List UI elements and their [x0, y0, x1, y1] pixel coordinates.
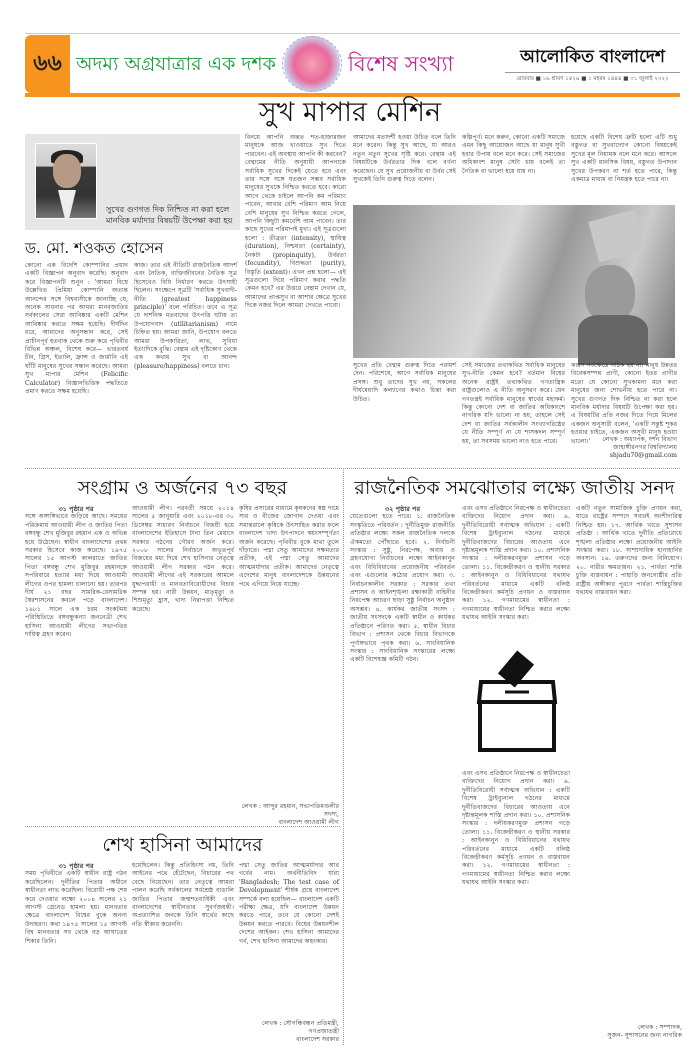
date-line: রোববার ■ ১৬ শ্রাবণ ১৪২৯ ■ ১ মহরম ১৪৪৪ ■ ৩১ জুলাই ২০২২ — [516, 75, 669, 82]
article-2-column-3: কৃষির প্রসারের মাধ্যমে কৃষকদের স্বল্প দামে সার ও বীজের জোগান দেওয়া এবং সমান্তরালে কৃষিকে উৎসাহিত করার ফলে বাংলাদেশ খাদ্য উৎপাদনে স্বয়ংসম্পূর্ণতা অর্জন করেছে। পৃথিবীর বুকে মাথা তুলে দাঁড়াতে। পদ্মা সেতু আমাদের সক্ষমতার প্রতীক, এই পদ্মা সেতু আমাদের আত্মমর্যাদার প্রতীক। আমাদের নেতৃত্বে এদেশের মানুষ বাংলাদেশকে উন্নয়নের পথে এগিয়ে নিয়ে যাচ্ছে। — [239, 505, 339, 588]
byline-line: বাংলাদেশ আওয়ামী লীগ — [278, 819, 339, 826]
article-4-byline — [239, 1020, 339, 1044]
continued-label: ৩১ পৃষ্ঠার পর — [58, 862, 94, 870]
masthead-block — [505, 46, 680, 83]
column-divider — [343, 470, 344, 1045]
lead-headline: সুখ মাপার মেশিন — [258, 97, 442, 128]
byline-line: লেখক : সৌগন্ধিবন্ধন প্রতিমন্ত্রী, গণপ্রজাতন্ত্রী — [261, 1020, 339, 1035]
anniversary-logo — [282, 36, 342, 92]
series-title: অদম্য অগ্রযাত্রার এক দশক — [76, 53, 276, 75]
child-with-flag-photo — [353, 205, 675, 358]
column-text: যেতেগুলো হতে পারে। ১. রাজনৈতিক সংস্কৃতিতে পরিবর্তন : দুর্নীতিমুক্ত রাজনীতি প্রতিষ্ঠার লক্ষ্যে সকল রাজনৈতিক দলকে ঐকমত্যে পৌঁছাতে হবে। ২. নির্বাচনী সংস্কার : সুষ্ঠু, নিরপেক্ষ, অবাধ ও গ্রহণযোগ্য নির্বাচনের লক্ষ্যে আইনকানুন এবং বিধিবিধানের প্রয়োজনীয় পরিবর্তন এবং এগুলোর কঠোর প্রয়োগ করা। ৩. নির্বাচনকালীন সরকার : সরকার তথা প্রশাসন ও আইনশৃঙ্খলা রক্ষাকারী বাহিনীর নিরপেক্ষ আচরণ ছাড়া সুষ্ঠু নির্বাচন অনুষ্ঠান অসম্ভব। ৪. কার্যকর জাতীয় সংসদ : জাতীয় সংসদকে একটি স্বাধীন ও কার্যকর প্রতিষ্ঠানে পরিণত করা। ৫. স্বাধীন বিচার বিভাগ : প্রশাসন থেকে বিচার বিভাগকে পূর্ণাঙ্গভাবে পৃথক করা। ৬. সাংবিধানিক সংস্কার : সাংবিধানিক সংস্কারের লক্ষ্যে একটি বিশেষজ্ঞ কমিটি গঠন। — [350, 513, 455, 664]
article-3-headline: রাজনৈতিক সমঝোতার লক্ষ্যে জাতীয় সনদ — [354, 477, 675, 499]
article-3-column-2b: এবং এসব প্রতিষ্ঠানে নিরপেক্ষ ও স্বাধীনচেতা ব্যক্তিদের নিয়োগ প্রদান করা। ৯. দুর্নীতিবিরোধী সর্বাত্মক অভিযান : একটি বিশেষ ট্রাইব্যুনাল গঠনের মাধ্যমে দুর্নীতিবাজদের বিচারের আওতায় এনে দৃষ্টান্তমূলক শাস্তি প্রদান করা। ১০. প্রশাসনিক সংস্কার : দলীয়করণমুক্ত প্রশাসন গড়ে তোলা। ১১. বিকেন্দ্রীকরণ ও স্থানীয় সরকার : আইনকানুন ও বিধিবিধানের যথাযথ পরিবর্তনের মাধ্যমে একটি বলিষ্ঠ বিকেন্দ্রীকরণ কর্মসূচি প্রণয়ন ও বাস্তবায়ন করা। ১২. গণমাধ্যমের স্বাধীনতা : গণমাধ্যমের স্বাধীনতা নিশ্চিত করার লক্ষ্যে যথাযথ আইনি সংস্কার করা। — [462, 770, 570, 887]
lead-column-8: সেই সমাজের তথাকথিত সর্বাধিক মানুষের সুখ-নীতি কেমন হবে? বর্তমান বিশ্বের অনেক রাষ্ট্রই তথাকথিত গণতান্ত্রিক রাষ্ট্রগুলোও এ নীতি অনুসরণ করে। যেন গণতন্ত্রই সর্বাধিক মানুষের স্বার্থের মহাকর্ম। কিন্তু কোনো দেশ বা জাতির অধিকাংশে নাগরিক যদি ভালো না হয়, তাহলে সেই দেশ বা জাতির সর্বকালীন সংখ্যাগরিষ্ঠের যে নীতি সম্পূর্ণ না যে শাসকদল সম্পূর্ণ হয়, তা সবসময় ভালো নাও হতে পারে। — [462, 362, 565, 445]
column-text: সঙ্গে অঙ্গাঙ্গিভাবে জড়িয়ে আছে। সময়ের পরিক্রমায় আওয়ামী লীগ ও জাতির পিতা বঙ্গবন্ধু শেখ মুজিবুর রহমান এক ও অভিন্ন হয়ে উঠেছেন। স্বাধীন বাংলাদেশের প্রথম সরকার হিসেবে কাজ করেছে। ১৯৭৫ সালের ১৫ আগস্ট কালরাতে জাতির পিতা বঙ্গবন্ধু শেখ মুজিবুর রহমানকে সপরিবারে হত্যার মধ্য দিয়ে আওয়ামী লীগের ওপর হামলা চালানো হয়। তারপর দীর্ঘ ২১ বছর সামরিক-বেসামরিক স্বৈরশাসনের কবলে পড়ে বাংলাদেশ। ১৯৮১ সালে এক চরম সংকটময় পরিস্থিতিতে বঙ্গবন্ধুকন্যা জননেত্রী শেখ হাসিনা আওয়ামী লীগের সভাপতির দায়িত্ব গ্রহণ করেন। — [25, 513, 127, 639]
lead-author: ড. মো. শওকত হোসেন — [25, 239, 164, 257]
header-top-rule — [25, 33, 680, 34]
article-2-column-2: আওয়ামী লীগ। পরবর্তী সময়ে ২০১৪ সালের ৫ জানুয়ারি এবং ২০১৮-এর ৩০ ডিসেম্বর সাধারণ নির্বাচনে বিজয়ী হয়ে বাংলাদেশের ইতিহাসে টানা তিন মেয়াদে সরকার গঠনের গৌরব অর্জন করে। ২০০৮ সালের নির্বাচনে অভূতপূর্ব বিজয়ের মধ্য দিয়ে শেখ হাসিনার নেতৃত্বে আওয়ামী লীগ সরকার গঠন করে। আওয়ামী লীগের এই সরকারের আমলে যুদ্ধাপরাধী ও মানবতাবিরোধীদের বিচার সম্পন্ন হয়। নারী উন্নয়ন, মাতৃমৃত্যু ও শিশুমৃত্যু হ্রাস, খাদ্য নিরাপত্তা নিশ্চিত করেছে। — [132, 505, 234, 613]
article-2-byline — [239, 803, 339, 827]
continued-label: ৩২ পৃষ্ঠার পর — [384, 505, 421, 513]
byline-line: লেখক : সম্পাদক, — [637, 1024, 682, 1031]
article-4-column-3: পদ্মা সেতু জাতির আত্মমর্যাদার আর গর্বের নাম। অর্থনীতিবিদ যারা 'Bangladesh; The test case of Development' শীর্ষক গ্রন্থে বাংলাদেশ সম্পর্কে বলা হয়েছিল— বাংলাদেশ একটি পরীক্ষা ক্ষেত্র, যদি বাংলাদেশ উন্নয়ন করতে পারে, তবে যে কোনো দেশই উন্নয়ন করতে পারবে। বিশ্বের উন্নয়নশীল দেশের আইকন। শেখ হাসিনা আমাদের গর্ব, শেখ হাসিনা আমাদের অহংকার। — [239, 862, 339, 945]
article-3-column-1 — [350, 505, 455, 1045]
continued-label: ৩১ পৃষ্ঠার পর — [58, 505, 94, 513]
lead-column-6: হয়েছে একটি বিশেষ ত্রুটি হলো এটি শুধু বস্তুগত বা সুখবাদ্যোগ কোনো বিষয়কেই সুখের মূল নিয়ামক বলে মনে করে। আসলে সুখ একটি মানসিক বিষয়, বস্তুগত উপাদান সুখের উপকরণ না শর্ত হতে পারে, কিন্তু একমাত্র মাধ্যম বা নিয়ন্ত্রক হতে পারে না। — [571, 134, 677, 184]
byline-line: বাংলাদেশ সরকার — [296, 1036, 339, 1043]
lead-byline — [571, 436, 677, 460]
pullquote — [106, 138, 238, 226]
masthead-rule — [505, 72, 680, 73]
column-text: সময় পৃথিবীতে একটি স্বাধীন রাষ্ট্র গঠন করেছিলেন। দুর্নীতির পিতার অধীনে স্বাধীনতা লাভ করেছিল। বিরোধী পক্ষ শেষ করে দেওয়ার লক্ষ্যে ২০০৪ সালের ২১ আগস্ট গ্রেনেড হামলা হয়। মানবতার ক্ষেত্রে বাংলাদেশ বিশ্বের বুকে অনন্য উদাহরণ। কথা ১৯৭৫ সালের ১৫ আগস্ট বিশ্ব মানবতার সব থেকে বড় আঘাতের শিকার তিনি। — [25, 870, 127, 945]
article-3-column-2: এবং এসব প্রতিষ্ঠানে নিরপেক্ষ ও স্বাধীনচেতা ব্যক্তিদের নিয়োগ প্রদান করা। ৯. দুর্নীতিবিরোধী সর্বাত্মক অভিযান : একটি বিশেষ ট্রাইব্যুনাল গঠনের মাধ্যমে দুর্নীতিবাজদের বিচারের আওতায় এনে দৃষ্টান্তমূলক শাস্তি প্রদান করা। ১০. প্রশাসনিক সংস্কার : দলীয়করণমুক্ত প্রশাসন গড়ে তোলা। ১১. বিকেন্দ্রীকরণ ও স্থানীয় সরকার : আইনকানুন ও বিধিবিধানের যথাযথ পরিবর্তনের মাধ্যমে একটি বলিষ্ঠ বিকেন্দ্রীকরণ কর্মসূচি প্রণয়ন ও বাস্তবায়ন করা। ১২. গণমাধ্যমের স্বাধীনতা : গণমাধ্যমের স্বাধীনতা নিশ্চিত করার লক্ষ্যে যথাযথ আইনি সংস্কার করা। — [462, 505, 570, 622]
byline-email: shjadu70@gmail.com — [609, 452, 677, 459]
section-divider — [25, 468, 680, 469]
byline-line: লেখক : অধ্যাপক, দর্শন বিভাগ — [602, 436, 677, 443]
article-4-column-1 — [25, 862, 127, 1042]
article-2-column-1 — [25, 505, 127, 823]
article-2-headline: সংগ্রাম ও অর্জনের ৭৩ বছর — [77, 477, 288, 499]
article-3-byline — [576, 1024, 682, 1040]
newspaper-masthead: আলোকিত বাংলাদেশ — [520, 46, 665, 67]
byline-line: লেখক : আব্দুর রহমান, সভাপতিমণ্ডলীর সদস্য, — [241, 803, 339, 818]
lead-column-1: কোনো এক বিদেশি কোম্পানির প্রধান একটি বিজ্ঞাপন অনুবাদ করেছি। অনুবাদ করে বিজ্ঞাপনটি শুনুন : 'আমরা বিশ্বে উল্লেখিত প্রিমিয়া কোম্পানি অত্যন্ত আনন্দের সঙ্গে বিশ্ববাসীকে জানাচ্ছি যে, অনেক সাধনার পর আমরা মানবজাতির সর্বকালের সেরা আবিষ্কার একটি মেশিন আবিষ্কার করতে সক্ষম হয়েছি। দীর্ঘদিন ধরে, আমাদের অনুসন্ধান করে, সেই প্রাচীনপূর্ব হতবাক থেকে শুরু করে পৃথিবীর বিভিন্ন অঞ্চল, বিশেষ করে— ভারতবর্ষ চীন, গ্রিস, ইতালি, ফ্রান্স ও জার্মানি এই ঘাঁটি মানুষের সুখের সন্ধান করেছে। আমরা সুখ মাপার মেশিন (Felicific Calculator) বিজ্ঞানভিত্তিক পদ্ধতিতে প্রমাণ করতে সক্ষম হয়েছি। — [25, 262, 128, 396]
author-photo — [35, 143, 97, 219]
lead-column-7: সুখের প্রতি বেন্থাম গুরুত্ব দিতে পরামর্শ দেন। পরিশেষে, আগে সর্বাধিক মানুষের প্রসঙ্গ। শুধু তাদের সুখ নয়, সকলের দীর্ঘমেয়াদি কল্যাণের কথাও চিন্তা করা উচিত। — [353, 362, 456, 403]
byline-line: জাহাঙ্গীরনগর বিশ্ববিদ্যালয় — [613, 444, 677, 451]
lead-column-4: আমাদের মতাদর্শী হওয়া উচিত বলে তিনি মনে করেন। কিন্তু সুখ আছে, যা আরও নতুন নতুন সুখের সৃষ্টি করে। বেন্থাম এই বিষয়টিকে উর্বরতার দিক বলে বর্ণনা করেছেন। যে সুখ প্রয়োজনীয় বা উর্বর সেই সুখকেই তিনি গুরুত্ব দিতে বলেন। — [353, 134, 456, 184]
pullquote-text: সুখের গুণগত দিক নিশ্চিত না করা হলে মানবিক মর্যাদার বিষয়টি উপেক্ষা করা হয় — [106, 205, 233, 225]
lead-column-5: কল্পিপূর্ণ। মনে করুন, কোনো একটি সমাজে এমন কিছু আয়োজন আছে যা মানুষ সুখী হবার উপায় বলে মনে করে। সেই সমাজের অধিকাংশ মানুষ সেটা চায় বলেই তা নৈতিক বা ভালো হয়ে যায় না। — [462, 134, 565, 175]
ballot-box-icon — [477, 652, 557, 752]
lead-column-9: কারণ সবক্ষেত্রে সঠিক হয় না। মানুষ উন্নতর বিবেকসম্পন্ন প্রাণী, কোনো ইতর প্রাণীর মতো যে কোনো সুখকামনা মনে করা মানুষের জন্য শোভনীয় হতে পারে না। সুখের গুণগত দিক নিশ্চিত না করা হলে মানবিক মর্যাদার বিষয়টি উপেক্ষা করা হয়। এ বিষয়টির প্রতি নজর দিতে গিয়ে মিলের একজন অনুসারী বলেন, 'একটি সন্তুষ্ট শূকর হওয়ার চাইতে, একজন অসুখী মানুষ হওয়া ভালো।' — [571, 362, 677, 445]
article-3-column-3: একটি নতুন সামাজিক চুক্তি প্রণয়ন করা, যাতে রাষ্ট্রের সম্পদে সবারই অংশীদারিত্ব নিশ্চিত হয়। ১৭. আর্থিক খাতে সুশাসন প্রতিষ্ঠা : আর্থিক খাতে দুর্নীতি প্রতিরোধে শৃঙ্খলা প্রতিষ্ঠার লক্ষ্যে প্রয়োজনীয় আইনি সংস্কার করা। ১৮. সাম্প্রদায়িক হানাহানির অবসান। ১৯. তরুণদের জন্য বিনিয়োগ। ২০. নারীর ক্ষমতায়ন। ২১. পার্বত্য শান্তি চুক্তি বাস্তবায়ন : পাহাড়ি জনগোষ্ঠীর প্রতি রাষ্ট্রীয় অঙ্গীকার পূরণে পার্বত্য শান্তিচুক্তির যথাযথ বাস্তবায়ন করা। — [576, 505, 682, 597]
page-header — [25, 35, 680, 93]
article-4-column-2: হয়েছিলেন। কিন্তু প্রতিহিংসা নয়, তিনি আইনের পথে হেঁটেছেন, বিচারের পথ বেছে নিয়েছেন। তার নেতৃত্বে আমরা পালন করেছি সর্বকালের সর্বশ্রেষ্ঠ বাঙালি জাতির পিতার জন্মশতবার্ষিকী এবং বাংলাদেশের স্বাধীনতার সুবর্ণজয়ন্তী। অপ্রত্যাশিত জনকে তিনি স্বার্থের কাছে নতি স্বীকার করেননি। — [132, 862, 234, 928]
page-number: ৬৬ — [25, 35, 70, 93]
article-4-headline: শেখ হাসিনা আমাদের — [102, 834, 263, 856]
lead-column-2: কাজ। তার এই নীতিটি রাজনৈতিক আদর্শ এবং নৈতিক, ব্যক্তিজীবনের নৈতিক সূত্র হিসেবেও বিধি নির্ধারণ করতে উৎসাহী ছিলেন। সংক্ষেপে সূত্রটি 'সর্বাধিক সুখবাদী-নীতি (greatest happiness principle)' বলে পরিচিত। তবে এ সূত্র যে দার্শনিক মতবাদের উৎপত্তি ঘটায় তা উপযোগবাদ (utilitarianism) নামে চিহ্নিত হয়। আমরা জানি, উপযোগ বলতে আমরা উপকারিতা, লাভ, সুবিধা ইত্যাদিকে বুঝি। বেন্থাম এই দৃষ্টিকোণ থেকে এক কথায় সুখ বা আনন্দ (pleasure/happiness) বলতে চান। — [134, 262, 237, 370]
section-divider — [25, 826, 340, 827]
special-issue-label: বিশেষ সংখ্যা — [347, 52, 454, 76]
byline-line: সুজন- সুশাসনের জন্য নাগরিক — [607, 1032, 682, 1039]
lead-column-3: বিনয়ে আপনি অন্তত শত-হাজারজন মানুষকে আজ খাওয়াতে সুখ দিতে পারবেন। এই অবস্থায় আপনি কী করবেন? বেন্থামের নীতি অনুযায়ী আপনাকে সর্বাধিক সুখের দিকেই যেতে হবে এবং তার সঙ্গে সঙ্গে যতজন সম্ভব সর্বাধিক মানুষের সুখকে নিশ্চিত করতে হবে। কারো আগে থেকে চাইলে আপনি কম পরিমাণ পাবেন, আবার বেশি পরিমাণ আম নিয়ে বেশি মানুষের সুখ নিশ্চিত করতে গেলে, আপনি কিছুটা কমবেশি আম পাবেন। তার কাছে সুখের পরিমাপই মুখ্য। এই সূত্রগুলো হলো : তীব্রতা (intensity), স্থায়িত্ব (duration), নিশ্চয়তা (certainty), নৈকট্য (propinquity), উর্বরতা (fecundity), বিশুদ্ধতা (purity), বিস্তৃতি (extent)। এখন প্রশ্ন হলো— এই সূত্রগুলো দিয়ে পরিমাণ করার পদ্ধতি কেমন হবে? এর উত্তরে বেন্থাম দেখান যে, আমাদের প্রাপ্তসুখ বা আশার ক্ষেত্রে সুখের দিকে নজর দিলে আমরা দেখতে পাবো। — [245, 134, 346, 310]
